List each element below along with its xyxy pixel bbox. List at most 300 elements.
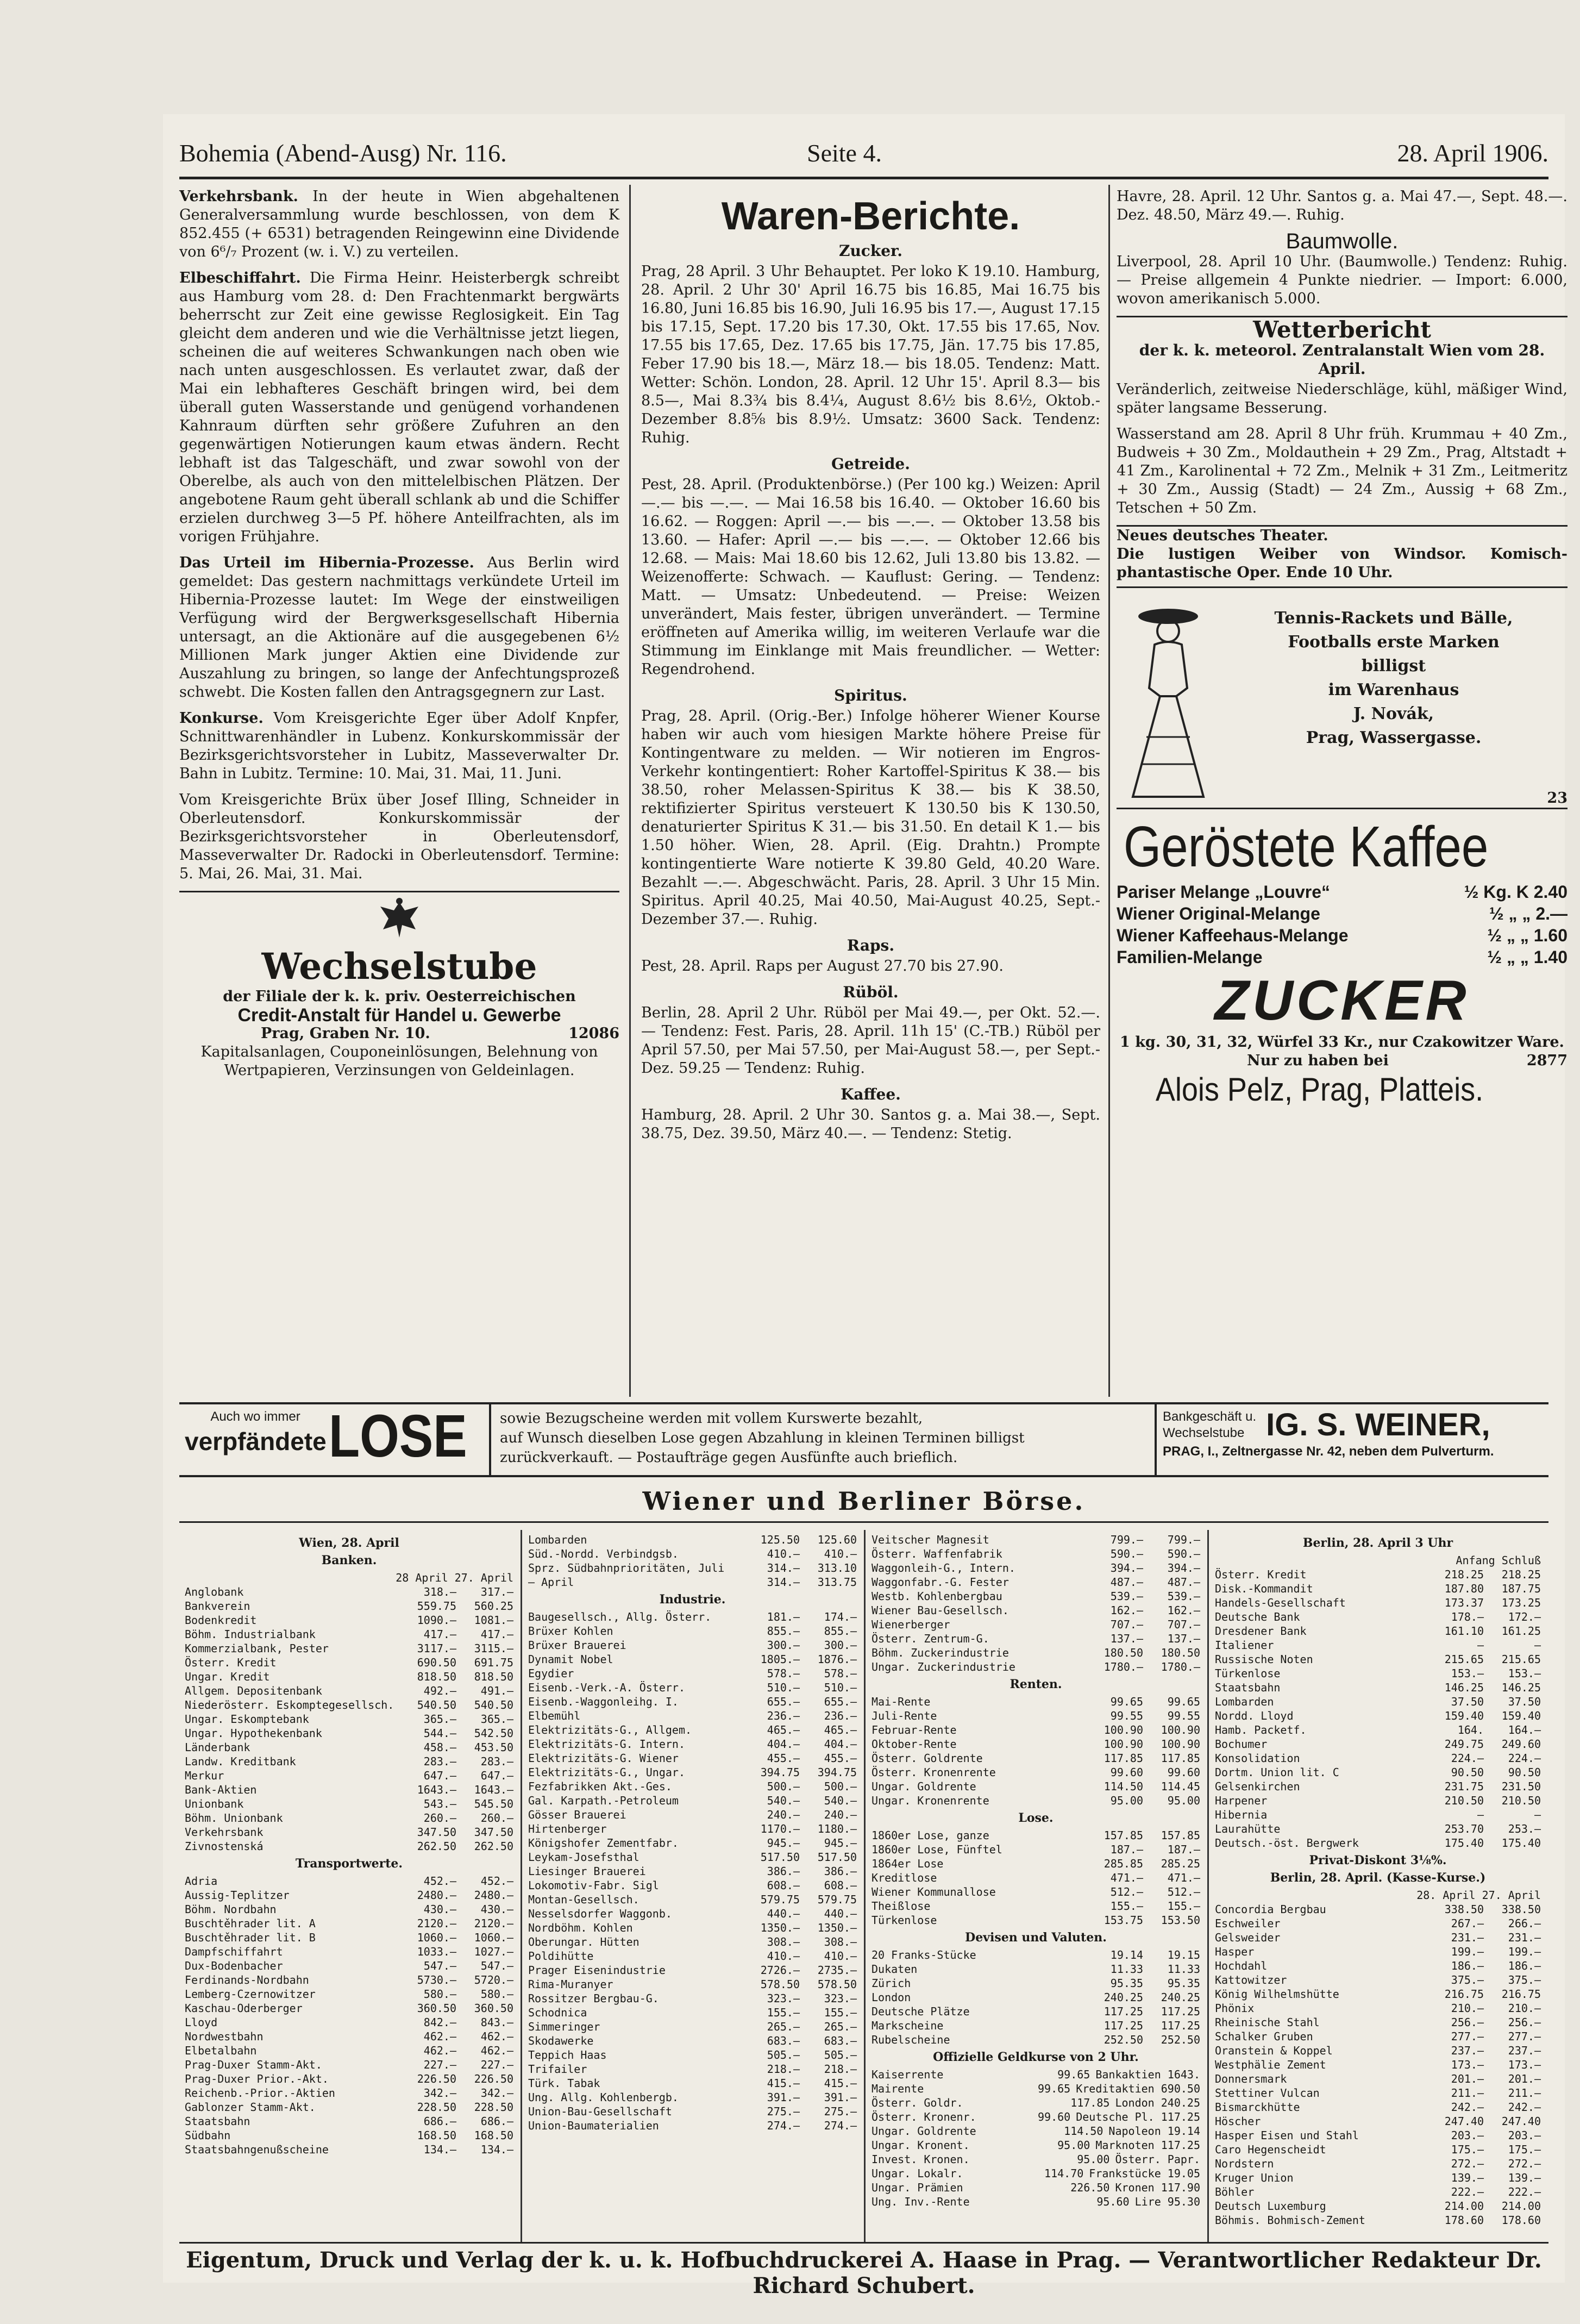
row-label: Staatsbahn (1215, 1681, 1281, 1694)
row-label: Dukaten (871, 1963, 918, 1976)
row-label: Hamb. Packetf. (1215, 1723, 1307, 1736)
row-label: Wiener Bau-Gesellsch. (871, 1604, 1009, 1617)
waren-berichte-title: Waren-Berichte. (721, 195, 1020, 238)
row-label: Rima-Muranyer (528, 1978, 613, 1991)
row-value: Marknoten 117.25 (1095, 2139, 1200, 2152)
lose-ad-band (179, 1402, 1548, 1477)
row-value: 260.— (423, 1811, 456, 1825)
table-row (528, 1737, 857, 1751)
row-value: 173.— (1451, 2058, 1484, 2071)
ad-line: billigst (1361, 657, 1426, 676)
row-value: 155.— (767, 2006, 800, 2019)
column-right (1117, 188, 1568, 1391)
row-value: 90.50 (1451, 1766, 1484, 1779)
row-value: 1081.— (474, 1614, 513, 1627)
row-value: 539.— (1110, 1590, 1143, 1603)
row-value: — (1477, 1639, 1484, 1652)
row-label: König Wilhelmshütte (1215, 1988, 1339, 2001)
row-label: Russische Noten (1215, 1653, 1313, 1666)
row-label: Trifailer (528, 2063, 587, 2076)
table-row (871, 1990, 1200, 2004)
row-label: London (871, 1991, 911, 2004)
table-row (185, 1825, 513, 1839)
row-label: Gelsenkirchen (1215, 1780, 1300, 1793)
row-value: 2735.— (817, 1964, 857, 1977)
table-row (1215, 1945, 1541, 1959)
row-value: 164. (1457, 1723, 1484, 1736)
row-label: Österr. Goldrente (871, 1752, 983, 1765)
row-label: Elektrizitäts-G., Allgem. (528, 1723, 692, 1736)
row-label: Österr. Zentrum-G. (871, 1632, 989, 1645)
row-value: 410.— (767, 1950, 800, 1963)
table-row (185, 1627, 513, 1641)
row-label: Hochdahl (1215, 1959, 1268, 1972)
table-row (528, 1949, 857, 1963)
row-value: 272.— (1451, 2157, 1484, 2170)
row-value: 313.75 (817, 1576, 857, 1589)
theater-heading: Neues deutsches Theater. (1117, 525, 1568, 545)
row-value: 647.— (423, 1769, 456, 1782)
row-value: 134.— (423, 2143, 456, 2156)
row-value: 375.— (1451, 1973, 1484, 1986)
table-row (1215, 1751, 1541, 1765)
row-label: Königshofer Zementfabr. (528, 1836, 679, 1850)
row-label: Deutsche Bank (1215, 1610, 1300, 1623)
row-label: Reichenb.-Prior.-Aktien (185, 2086, 335, 2100)
row-value: 186.— (1451, 1959, 1484, 1972)
row-value: 146.25 (1501, 1681, 1541, 1694)
row-value: 691.75 (474, 1656, 513, 1669)
row-value: Österr. Papr. (1115, 2153, 1200, 2166)
row-value: 95.35 (1110, 1977, 1143, 1990)
row-value: 11.33 (1110, 1963, 1143, 1976)
row-label: Caro Hegenscheidt (1215, 2143, 1326, 2156)
table-row (185, 2072, 513, 2086)
row-value: 100.90 (1161, 1723, 1200, 1736)
table-row (871, 1660, 1200, 1674)
eagle-crest-icon (179, 897, 619, 945)
row-label: Eisenb.-Verk.-A. Österr. (528, 1681, 685, 1694)
row-value: 265.— (767, 2020, 800, 2033)
table-row (1215, 1582, 1541, 1596)
row-label: Aussig-Teplitzer (185, 1889, 290, 1902)
table-row (185, 1888, 513, 1902)
article-text: Aus Berlin wird gemeldet: Das gestern nachmittags verkündete Urteil im Hibernia-Prozesse lautet: Im Wege der einstweiligen Verfügung wird der Bergwerksgesellschaft Hibernia untersagt, an die Aktionäre auf die ausgegebenen 6½ Millionen Mark junger Aktien eine Dividende zur Auszahlung zu bringen, so lange der Anfechtungsprozeß schwebt. Die Kosten fallen den Antragsgegnern zur Last. (179, 554, 619, 701)
row-value: 394.— (1167, 1561, 1200, 1575)
row-value: 275.— (824, 2105, 857, 2118)
row-label: Bodenkredit (185, 1614, 257, 1627)
table-row (185, 1655, 513, 1670)
row-label: Österr. Kronenrente (871, 1766, 996, 1779)
row-value: 95.00 (1110, 1794, 1143, 1807)
row-label: Ungar. Prämien (871, 2181, 963, 2194)
table-row (1215, 2185, 1541, 2199)
row-value: 471.— (1110, 1871, 1143, 1884)
row-label: Waggonleih-G., Intern. (871, 1561, 1015, 1575)
table-row (1215, 1916, 1541, 1931)
table-row (1215, 1987, 1541, 2001)
row-value: 214.00 (1501, 2200, 1541, 2213)
row-value: 236.— (824, 1709, 857, 1722)
row-value: 707.— (1167, 1618, 1200, 1631)
row-label: Eisenb.-Waggonleihg. I. (528, 1695, 679, 1708)
ad-line: auf Wunsch dieselben Lose gegen Abzahlung in kleinen Terminen billigst (500, 1430, 1025, 1446)
wasserstand-text: Wasserstand am 28. April 8 Uhr früh. Krummau + 40 Zm., Budweis + 30 Zm., Moldauthein + 29 Zm., Prag, Altstadt + 41 Zm., Karolinental + 72 Zm., Melnik + 31 Zm., Leitmeritz + 30 Zm., Aussig (Stadt) — 24 Zm., Aussig + 68 Zm., Tetschen + 50 Zm. (1117, 426, 1568, 516)
table-row (1215, 1610, 1541, 1624)
row-value: 227.— (423, 2058, 456, 2071)
row-label: Lemberg-Czernowitzer (185, 1988, 316, 2001)
wechselstube-ad (179, 891, 619, 1080)
row-label: Westphälie Zement (1215, 2058, 1326, 2071)
table-row (1215, 2213, 1541, 2227)
table-heading: Berlin, 28. April. (Kasse-Kurse.) (1270, 1871, 1486, 1885)
row-value: 226.50 (474, 2072, 513, 2085)
table-row (528, 2104, 857, 2119)
table-row (871, 2152, 1200, 2166)
row-value: 153.— (1508, 1667, 1541, 1680)
row-label: Nordböhm. Kohlen (528, 1921, 633, 1934)
row-value: 180.50 (1161, 1646, 1200, 1659)
row-value: 215.65 (1444, 1653, 1484, 1666)
row-value: 1180.— (817, 1822, 857, 1835)
lady-figure-icon (1122, 601, 1214, 807)
row-value: 391.— (824, 2091, 857, 2104)
table-row (1215, 1666, 1541, 1680)
table-row (528, 1695, 857, 1709)
imprint-footer: Eigentum, Druck und Verlag der k. u. k. Hofbuchdruckerei A. Haase in Prag. — Verantwortlicher Redakteur Dr. Richard Schubert. (186, 2247, 1542, 2298)
row-label: Nordstern (1215, 2157, 1274, 2170)
row-value: 1643.— (474, 1783, 513, 1796)
table-row (528, 1751, 857, 1765)
table-row (528, 1561, 857, 1575)
table-row (528, 1638, 857, 1652)
row-label: Bochumer (1215, 1738, 1268, 1751)
table-row (1215, 2100, 1541, 2114)
row-value: 162.— (1167, 1604, 1200, 1617)
row-label: Böhm. Industrialbank (185, 1628, 316, 1641)
row-label: Deutsche Plätze (871, 2005, 970, 2018)
row-value: 1876.— (817, 1653, 857, 1666)
row-label: Juli-Rente (871, 1709, 937, 1722)
article-text: Die Firma Heinr. Heisterbergk schreibt aus Hamburg vom 28. d: Den Frachtenmarkt bergwärts beherrscht zur Zeit eine gewisse Reglosigkeit. Ein Tag gleicht dem anderen und wie die Verhältnisse jetzt liegen, scheinen die auf weiteres Schwankungen nach oben wie nach unten ausgeschlossen. Es verlautet zwar, daß der Mai ein lebhafteres Geschäft bringen wird, bei dem überall guten Wasserstande und genügend vorhandenen Kahnraum dürften sehr größere Zufuhren an den gegenwärtigen Notierungen kaum etwas ändern. Recht lebhaft ist das Talgeschäft, und zwar sowohl von der Oberelbe, als auch von den mittelelbischen Plätzen. Der angebotene Raum geht überall schlank ab und die Schiffer erzielen durchweg 3—5 Pf. höhere Anteilfrachten, als im vorigen Frühjahre. (179, 270, 619, 545)
row-value: 3117.— (417, 1642, 456, 1655)
row-value: 579.75 (817, 1893, 857, 1906)
row-value: 540.50 (474, 1698, 513, 1711)
row-value: 2480.— (417, 1889, 456, 1902)
row-label: Skodawerke (528, 2034, 594, 2047)
page-header (179, 139, 1548, 182)
row-label: Theißlose (871, 1900, 931, 1913)
row-value: 314.— (767, 1576, 800, 1589)
row-label: Lloyd (185, 2016, 218, 2029)
row-value: 455.— (767, 1752, 800, 1765)
row-value: 417.— (423, 1628, 456, 1641)
row-value: 338.50 (1444, 1903, 1484, 1916)
row-value: 2120.— (417, 1917, 456, 1930)
article-konkurse-2: Vom Kreisgerichte Brüx über Josef Illing, Schneider in Oberleutensdorf. Konkurskommissär der Bezirksgerichtsvorsteher in Oberleutensdorf, Masseverwalter Dr. Radocki in Oberleutensdorf. Termine: 5. Mai, 26. Mai, 31. Mai. (179, 791, 619, 882)
table-row (871, 1617, 1200, 1632)
row-label: 1860er Lose, Fünftel (871, 1843, 1002, 1856)
row-label: Adria (185, 1875, 218, 1888)
column-divider (629, 185, 631, 1397)
price-row: Familien-Melange ½ „ „ 1.40 (1117, 947, 1568, 967)
row-value: 318.— (423, 1585, 456, 1598)
row-label: Nordd. Lloyd (1215, 1709, 1294, 1722)
row-value: 114.45 (1161, 1780, 1200, 1793)
row-value: 99.65 (1110, 1695, 1143, 1708)
row-value: 365.— (423, 1713, 456, 1726)
table-row (185, 1769, 513, 1783)
ad-line: Credit-Anstalt für Handel u. Gewerbe (237, 1005, 561, 1026)
header-rule (179, 177, 1548, 179)
table-row (871, 2110, 1200, 2124)
row-value: 252.50 (1161, 2033, 1200, 2046)
row-label: Rheinische Stahl (1215, 2016, 1320, 2029)
ad-line: 1 kg. 30, 31, 32, Würfel 33 Kr., nur Czakowitzer Ware. (1120, 1034, 1564, 1051)
row-label: Ungar. Hypothekenbank (185, 1727, 322, 1740)
row-value: 174.— (824, 1610, 857, 1623)
table-row (1215, 2044, 1541, 2058)
row-value: 173.37 (1444, 1596, 1484, 1609)
ad-line: der Filiale der k. k. priv. Oesterreichischen (223, 988, 576, 1005)
row-value: 178.60 (1501, 2214, 1541, 2227)
table-row (1215, 2058, 1541, 2072)
row-value: 560.25 (474, 1600, 513, 1613)
row-value: 342.— (480, 2086, 513, 2100)
row-value: 277.— (1451, 2030, 1484, 2043)
table-row (871, 1976, 1200, 1990)
table-heading: Lose. (1018, 1811, 1054, 1825)
row-value: London 240.25 (1115, 2096, 1200, 2109)
row-label: Nesselsdorfer Waggonb. (528, 1907, 672, 1920)
table-heading: Banken. (321, 1553, 377, 1567)
row-value: 578.— (824, 1667, 857, 1680)
row-value: 404.— (767, 1738, 800, 1751)
row-value: 117.25 (1104, 2005, 1143, 2018)
row-value: 417.— (480, 1628, 513, 1641)
table-row (185, 2044, 513, 2058)
row-value: 252.50 (1104, 2033, 1143, 2046)
row-value: 313.10 (817, 1561, 857, 1575)
row-value: 175.40 (1501, 1836, 1541, 1850)
row-value: 218.25 (1501, 1568, 1541, 1581)
row-label: Donnersmark (1215, 2072, 1287, 2085)
row-value: 487.— (1167, 1576, 1200, 1589)
table-row (1215, 1723, 1541, 1737)
row-label: 20 Franks-Stücke (871, 1948, 976, 1961)
row-label: Elektrizitäts-G., Ungar. (528, 1766, 685, 1779)
column-middle (641, 188, 1100, 1391)
row-label: Dynamit Nobel (528, 1653, 613, 1666)
table-row (871, 2138, 1200, 2152)
row-label: Böhm. Nordbahn (185, 1903, 277, 1916)
table-row (528, 1836, 857, 1850)
table-row (528, 1533, 857, 1547)
row-value: 37.50 (1451, 1695, 1484, 1708)
table-row (871, 1828, 1200, 1842)
row-label: Türkenlose (1215, 1667, 1281, 1680)
row-value: 247.40 (1501, 2115, 1541, 2128)
row-value: 283.— (480, 1755, 513, 1768)
row-value: 547.— (480, 1959, 513, 1972)
row-value: 178.60 (1444, 2214, 1484, 2227)
row-value: 240.— (824, 1808, 857, 1821)
table-row (528, 2076, 857, 2090)
price-row: Wiener Kaffeehaus-Melange ½ „ „ 1.60 (1117, 926, 1568, 945)
row-value: 242.— (1508, 2101, 1541, 2114)
row-label: Staatsbahn (185, 2115, 250, 2128)
row-value: 175.— (1508, 2143, 1541, 2156)
row-label: Ungar. Goldrente (871, 2125, 976, 2138)
table-column-headers: 28 April 27. April (396, 1571, 513, 1584)
row-value: 1060.— (417, 1931, 456, 1944)
zucker-ad-merchant: Alois Pelz, Prag, Platteis. (1155, 1071, 1484, 1108)
row-label: Sprz. Südbahnprioritäten, Juli (528, 1561, 725, 1575)
table-row (185, 1902, 513, 1916)
row-value: 256.— (1451, 2016, 1484, 2029)
row-value: 512.— (1110, 1885, 1143, 1898)
row-value: 95.35 (1167, 1977, 1200, 1990)
row-label: Laurahütte (1215, 1822, 1281, 1835)
row-value: 410.— (767, 1547, 800, 1560)
table-row (185, 1931, 513, 1945)
row-label: Dux-Bodenbacher (185, 1959, 283, 1972)
row-label: Kaschau-Oderberger (185, 2002, 303, 2015)
section-heading: Kaffee. (841, 1085, 901, 1103)
table-row (871, 1794, 1200, 1808)
lose-word: LOSE (329, 1403, 467, 1470)
row-value: 375.— (1508, 1973, 1541, 1986)
tennis-ad-text (1225, 607, 1562, 750)
row-value: 231.— (1508, 1931, 1541, 1944)
row-value: 539.— (1167, 1590, 1200, 1603)
kaffee-ad-title: Geröstete Kaffee (1123, 815, 1489, 879)
row-label: Verkehrsbank (185, 1826, 264, 1839)
ad-line: Auch wo immer (210, 1409, 300, 1424)
table-row (1215, 2015, 1541, 2029)
row-value: 155.— (824, 2006, 857, 2019)
table-row (871, 2124, 1200, 2138)
row-label: Ungar. Kredit (185, 1670, 270, 1683)
table-row (871, 1885, 1200, 1899)
row-value: 227.— (480, 2058, 513, 2071)
table-heading: Wien, 28. April (299, 1536, 399, 1550)
table-row (185, 1684, 513, 1698)
row-value: 240.— (767, 1808, 800, 1821)
newspaper-page (163, 114, 1568, 2298)
row-label: Handels-Gesellschaft (1215, 1596, 1346, 1609)
row-value: 655.— (767, 1695, 800, 1708)
table-row (528, 2034, 857, 2048)
table-row (528, 2119, 857, 2133)
row-value: 164.— (1508, 1723, 1541, 1736)
row-value: 500.— (767, 1780, 800, 1793)
row-label: Union-Bau-Gesellschaft (528, 2105, 672, 2118)
row-value: 216.75 (1501, 1988, 1541, 2001)
row-value: 283.— (423, 1755, 456, 1768)
row-value: 114.70 (1044, 2167, 1084, 2180)
row-value: 1027.— (474, 1945, 513, 1958)
table-row (1215, 1765, 1541, 1779)
wetterbericht-subtitle: der k. k. meteorol. Zentralanstalt Wien vom 28. April. (1139, 341, 1545, 378)
row-value: 487.— (1110, 1576, 1143, 1589)
row-value: 690.50 (417, 1656, 456, 1669)
row-value: 175.— (1451, 2143, 1484, 2156)
row-value: 275.— (767, 2105, 800, 2118)
row-value: 1780.— (1104, 1660, 1143, 1673)
row-value: 199.— (1508, 1945, 1541, 1958)
row-label: Rubelscheine (871, 2033, 950, 2046)
table-divider (1207, 1530, 1209, 2242)
ad-line: Kapitalsanlagen, Couponeinlösungen, Belehnung von Wertpapieren, Verzinsungen von Geldeinlagen. (200, 1044, 598, 1079)
ad-line: Prag, Wassergasse. (1306, 728, 1482, 747)
table-row (1215, 2171, 1541, 2185)
table-row (528, 1723, 857, 1737)
table-row (871, 1709, 1200, 1723)
table-row (528, 1709, 857, 1723)
row-value: 686.— (423, 2115, 456, 2128)
row-label: Türk. Tabak (528, 2077, 600, 2090)
row-label: Phönix (1215, 2002, 1255, 2015)
row-label: Lombarden (1215, 1695, 1274, 1708)
row-value: 187.— (1110, 1843, 1143, 1856)
boerse-col-renten (871, 1533, 1200, 2239)
table-row (871, 1589, 1200, 1603)
table-row (871, 2082, 1200, 2096)
article-heading: Das Urteil im Hibernia-Prozesse. (179, 554, 474, 571)
row-label: Deutsch.-öst. Bergwerk (1215, 1836, 1359, 1850)
row-value: 11.33 (1167, 1963, 1200, 1976)
row-value: 1033.— (417, 1945, 456, 1958)
row-label: Böhm. Unionbank (185, 1811, 283, 1825)
table-row (871, 1857, 1200, 1871)
row-value: 155.— (1110, 1900, 1143, 1913)
table-row (1215, 1596, 1541, 1610)
table-row (185, 1726, 513, 1740)
row-label: Buschtěhrader lit. B (185, 1931, 316, 1944)
kaffee-price-list (1117, 881, 1568, 968)
row-value: 137.— (1167, 1632, 1200, 1645)
table-heading: Transportwerte. (295, 1857, 403, 1871)
weiner-name: IG. S. WEINER, (1266, 1407, 1490, 1442)
row-value: 386.— (824, 1865, 857, 1878)
row-value: 540.50 (417, 1698, 456, 1711)
row-label: Unionbank (185, 1797, 244, 1810)
row-label: Böhler (1215, 2185, 1255, 2198)
row-value: 430.— (480, 1903, 513, 1916)
table-row (1215, 1902, 1541, 1916)
row-value: 162.— (1110, 1604, 1143, 1617)
row-value: 590.— (1167, 1547, 1200, 1560)
table-row (871, 1561, 1200, 1575)
article-heading: Elbeschiffahrt. (179, 270, 301, 286)
table-row (871, 1575, 1200, 1589)
row-label: Ung. Inv.-Rente (871, 2195, 970, 2208)
row-label: Egydier (528, 1667, 574, 1680)
row-label: Ung. Allg. Kohlenbergb. (528, 2091, 679, 2104)
boerse-col-wien-banken (185, 1533, 513, 2239)
row-value: 500.— (824, 1780, 857, 1793)
row-value: 1170.— (760, 1822, 800, 1835)
row-label: Oranstein & Koppel (1215, 2044, 1333, 2057)
table-row (1215, 2072, 1541, 2086)
row-label: Gösser Brauerei (528, 1808, 626, 1821)
table-row (528, 1666, 857, 1680)
row-label: Concordia Bergbau (1215, 1903, 1326, 1916)
table-row (528, 2062, 857, 2076)
table-row (871, 2096, 1200, 2110)
row-value: 253.70 (1444, 1822, 1484, 1835)
